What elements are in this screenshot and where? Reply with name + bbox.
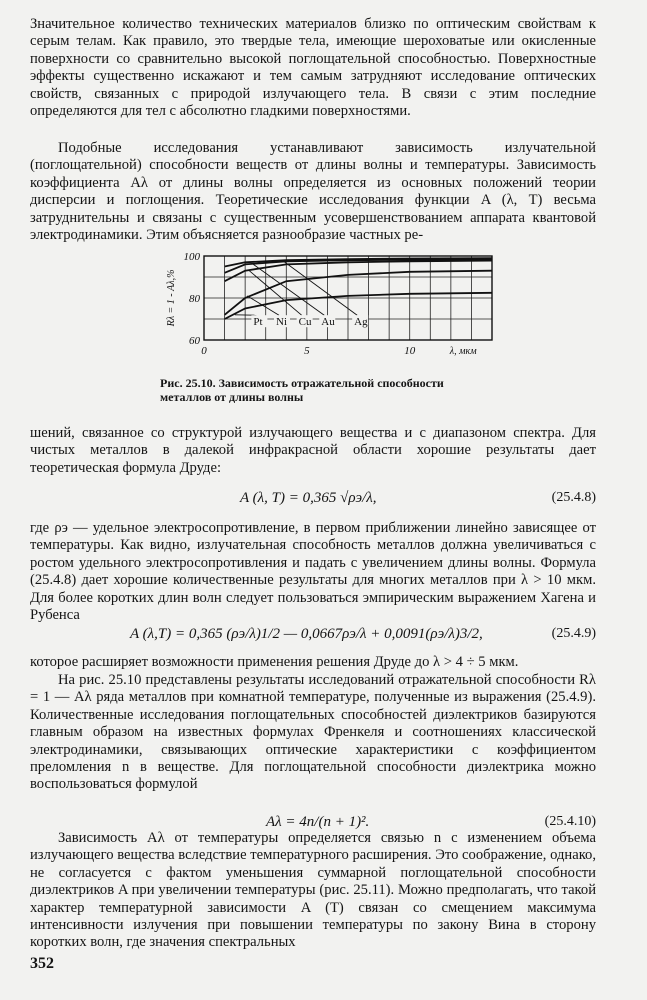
paragraph-3: шений, связанное со структурой излучающего вещества и с диапазоном спектра. Для чистых металлов в далекой инфракрасной области хорошие результаты дает теоретическая формула Друде: bbox=[30, 425, 596, 476]
leader-line-ag bbox=[282, 260, 357, 315]
curve-label-pt: Pt bbox=[253, 316, 263, 329]
paragraph-6: На рис. 25.10 представлены результаты исследований отражательной способности Rλ = 1 — Aλ ряда металлов при комнатной температуре, полученные из выражения (25.4.9). Количественные исследования поглощательных способностей диэлектриков базируются главным образом на известных формулах Френкеля и соотношениях классической электродинамики, связывающих оптические характеристики с коэффициентом преломления n в веществе. Для поглощательной способности диэлектрика можно воспользоваться формулой bbox=[30, 672, 596, 793]
equation-number: (25.4.10) bbox=[544, 814, 596, 829]
y-tick-label: 80 bbox=[189, 293, 200, 305]
equation-number: (25.4.9) bbox=[551, 626, 596, 641]
y-tick-label: 60 bbox=[189, 335, 200, 347]
paragraph-7: Зависимость Aλ от температуры определяется связью n с изменением объема излучающего вещества вследствие температурного расширения. Это соображение, однако, не согласуется с фактом уменьшения суммарной поглощательной способности диэлектриков A при увеличении температуры (рис. 25.11). Можно предполагать, что такой характер температурной зависимости A (T) связан со смещением максимума интенсивности излучения при повышении температуры по закону Вина в сторону коротких волн, где значения спектральных bbox=[30, 830, 596, 951]
x-axis-label: λ, мкм bbox=[449, 346, 477, 357]
figure-caption: Рис. 25.10. Зависимость отражательной способности металлов от длины волны bbox=[160, 376, 444, 404]
equation-formula: Aλ = 4n/(n + 1)². bbox=[266, 814, 370, 830]
equation-formula: A (λ,T) = 0,365 (ρэ/λ)1/2 — 0,0667ρэ/λ + 0,0091(ρэ/λ)3/2, bbox=[130, 626, 483, 642]
reflectivity-chart bbox=[160, 248, 500, 368]
leader-line-ni bbox=[247, 296, 279, 315]
equation-25-4-8 bbox=[30, 486, 596, 510]
equation-number: (25.4.8) bbox=[551, 490, 596, 505]
page-number: 352 bbox=[30, 955, 54, 972]
y-tick-label: 100 bbox=[183, 251, 200, 263]
x-tick-label: 10 bbox=[404, 345, 416, 357]
curve-label-cu: Cu bbox=[298, 316, 312, 329]
curve-pt bbox=[225, 293, 492, 319]
paragraph-4: где ρэ — удельное электросопротивление, в первом приближении линейно зависящее от температуры. Как видно, излучательная способность металлов должна увеличиваться с ростом удельного электросопротивления и падать с увеличением длины волны. Формула (25.4.8) дает хорошие количественные результаты для многих металлов при λ > 10 мкм. Для более коротких длин волн следует пользоваться эмпирическим выражением Хагена и Рубенса bbox=[30, 520, 596, 624]
curve-label-au: Au bbox=[321, 316, 335, 329]
equation-formula: A (λ, T) = 0,365 √ρэ/λ, bbox=[240, 490, 377, 506]
x-tick-label: 5 bbox=[304, 345, 310, 357]
paragraph-5: которое расширяет возможности применения решения Друде до λ > 4 ÷ 5 мкм. bbox=[30, 654, 519, 670]
paragraph-1: Значительное количество технических материалов близко по оптическим свойствам к серым телам. Как правило, это твердые тела, имеющие шероховатые или окисленные поверхности со сравнительно высокой поглощательной способностью. Поверхностные эффекты существенно искажают и тем самым затрудняют исследование оптических свойств, связанных с природой излучающего тела. В связи с этим последние определяются для тел с абсолютно гладкими поверхностями. bbox=[30, 16, 596, 120]
x-tick-label: 0 bbox=[201, 345, 207, 357]
y-axis-label: Rλ = 1 - Aλ,% bbox=[166, 269, 177, 327]
curve-label-ag: Ag bbox=[354, 316, 368, 329]
curve-label-ni: Ni bbox=[276, 316, 287, 329]
paragraph-2: Подобные исследования устанавливают зависимость излучательной (поглощательной) способности веществ от длины волны и температуры. Зависимость коэффициента Aλ от длины волны определяется из основных положений теории дисперсии и поглощения. Теоретические исследования функции A (λ, T) весьма затруднительны и связаны с существенным усовершенствованием аппарата квантовой электродинамики. Этим объясняется разнообразие частных ре- bbox=[30, 140, 596, 244]
equation-25-4-9 bbox=[30, 622, 596, 646]
